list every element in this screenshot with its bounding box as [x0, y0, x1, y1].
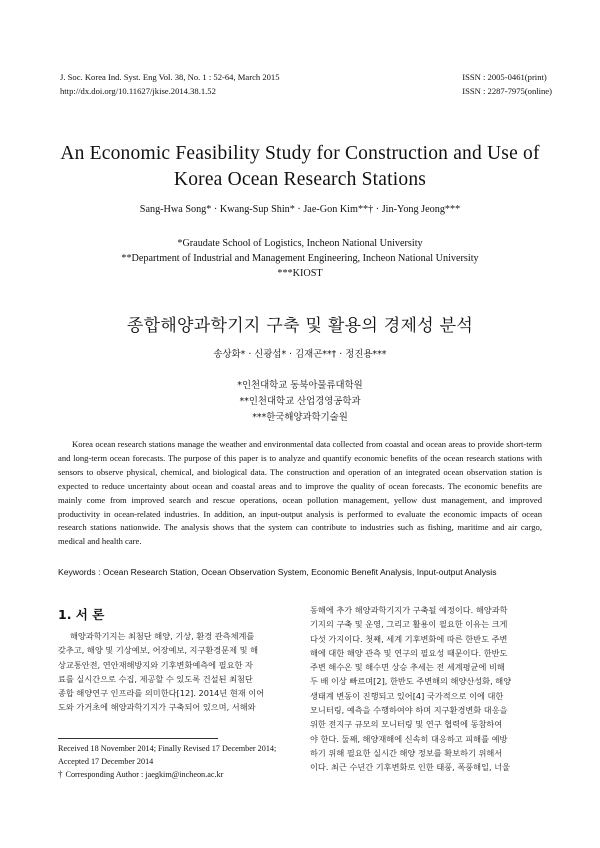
- journal-header-left: [60, 70, 280, 98]
- footnote-divider: [58, 738, 218, 739]
- body-line: 갖추고, 해양 및 기상예보, 어장예보, 지구환경문제 및 해: [58, 645, 259, 656]
- body-line: 상교통안전, 연안재해방지와 기후변화예측에 필요한 자: [58, 659, 253, 670]
- body-line: 기지의 구축 및 운영, 그리고 활용이 필요한 이유는 크게: [310, 619, 508, 630]
- body-line: 이다. 최근 수년간 기후변화로 인한 태풍, 폭풍해일, 너울: [310, 762, 511, 773]
- issn-print: ISSN : 2005-0461(print): [462, 72, 547, 82]
- body-column-left: [58, 629, 298, 715]
- body-line: 해에 대한 해양 관측 및 연구의 필요성 때문이다. 한반도: [310, 647, 508, 658]
- affiliation-ko-3: ***한국해양과학기술원: [252, 412, 348, 423]
- keywords-label: Keywords: [58, 567, 96, 577]
- abstract: Korea ocean research stations manage the weather and environmental data collected from coastal and ocean areas to provide short-term and long-term ocean forecasts. The purpose of this paper is to analyze and quantify economic benefits of the ocean research stations with sensors to observe physical, chemical, and biological data. The construction and operation of an integrated ocean observation station is expected to reduce uncertainty about ocean and coastal areas and to improve the quality of ocean forecasts. The economic benefits are mainly come from improved search and rescue operations, ocean pollution management, yellow dust management, and improved productivity in ocean-related industries. In addition, an input-output analysis is performed to evaluate the economic impacts of ocean research stations nationwide. The analysis shows that the system can contribute to industries such as fishing, maritime and air cargo, medical and health care.: [58, 439, 542, 547]
- title-line-1: An Economic Feasibility Study for Construction and Use of: [60, 143, 540, 164]
- corresponding-author-email[interactable]: Corresponding Author : jaegkim@incheon.ac.kr: [65, 770, 224, 780]
- paper-title-english: [40, 141, 560, 193]
- body-line: 도와 가거초에 해양과학기지가 구축되어 있으며, 서해와: [58, 702, 256, 713]
- body-line: 생태계 변동이 진행되고 있어[4] 국가적으로 이에 대한: [310, 690, 504, 701]
- affiliations-korean: [0, 378, 600, 426]
- body-line: 두 배 이상 빠르며[2], 한반도 주변해의 해양산성화, 해양: [310, 676, 512, 687]
- authors-korean: 송상화* · 신광섭* · 김재곤**† · 정진용***: [213, 349, 387, 360]
- footnotes: [58, 743, 303, 782]
- journal-header-right: [462, 70, 552, 98]
- affiliation-2: **Department of Industrial and Management Engineering, Incheon National University: [121, 253, 479, 264]
- body-line: 다섯 가지이다. 첫째, 세계 기후변화에 따른 한반도 주변: [310, 633, 508, 644]
- title-line-2: Korea Ocean Research Stations: [173, 169, 427, 190]
- affiliation-1: *Graudate School of Logistics, Incheon National University: [177, 238, 423, 249]
- body-line: 모니터링, 예측을 수행하여야 하며 지구환경변화 대응을: [310, 705, 508, 716]
- body-line: 하기 위해 필요한 실시간 해양 정보를 확보하기 위해서: [310, 747, 503, 758]
- body-line: 동해에 추가 해양과학기지가 구축될 예정이다. 해양과학: [310, 605, 508, 615]
- doi-link[interactable]: http://dx.doi.org/10.11627/jkise.2014.38.1.52: [60, 86, 216, 96]
- dagger-icon: †: [58, 769, 63, 780]
- body-line: 해양과학기지는 최첨단 해양, 기상, 환경 관측체계를: [70, 631, 255, 641]
- received-date: Received 18 November 2014; Finally Revised 17 December 2014;: [58, 744, 277, 753]
- section-heading-introduction: 1. 서 론: [58, 607, 105, 622]
- keywords-line: [58, 567, 558, 577]
- body-line: 료를 실시간으로 수집, 제공할 수 있도록 건설된 최첨단: [58, 673, 253, 684]
- affiliations-english: [0, 236, 600, 281]
- accepted-date: Accepted 17 December 2014: [58, 756, 154, 766]
- affiliation-3: ***KIOST: [277, 268, 323, 279]
- journal-citation: J. Soc. Korea Ind. Syst. Eng Vol. 38, No. 1 : 52-64, March 2015: [60, 72, 280, 82]
- paper-title-korean: 종합해양과학기지 구축 및 활용의 경제성 분석: [126, 316, 474, 336]
- corresponding-author: [58, 768, 303, 782]
- body-column-right: [310, 603, 548, 775]
- body-line: 종합 해양연구 인프라를 의미한다[12]. 2014년 현재 이어: [58, 688, 265, 699]
- body-line: 야 한다. 둘째, 해양재해에 신속히 대응하고 피해를 예방: [310, 733, 508, 744]
- issn-online: ISSN : 2287-7975(online): [462, 86, 552, 96]
- authors-english: Sang-Hwa Song* · Kwang-Sup Shin* · Jae-Gon Kim**† · Jin-Yong Jeong***: [139, 204, 461, 215]
- affiliation-ko-1: *인천대학교 동북아물류대학원: [237, 380, 363, 391]
- body-line: 주변 해수온 및 해수면 상승 추세는 전 세계평균에 비해: [310, 662, 505, 673]
- keywords-list: : Ocean Research Station, Ocean Observation System, Economic Benefit Analysis, Input-output Analysis: [98, 567, 497, 577]
- affiliation-ko-2: **인천대학교 산업경영공학과: [239, 396, 361, 407]
- body-line: 위한 전지구 규모의 모니터링 및 연구 협력에 동참하여: [310, 719, 503, 730]
